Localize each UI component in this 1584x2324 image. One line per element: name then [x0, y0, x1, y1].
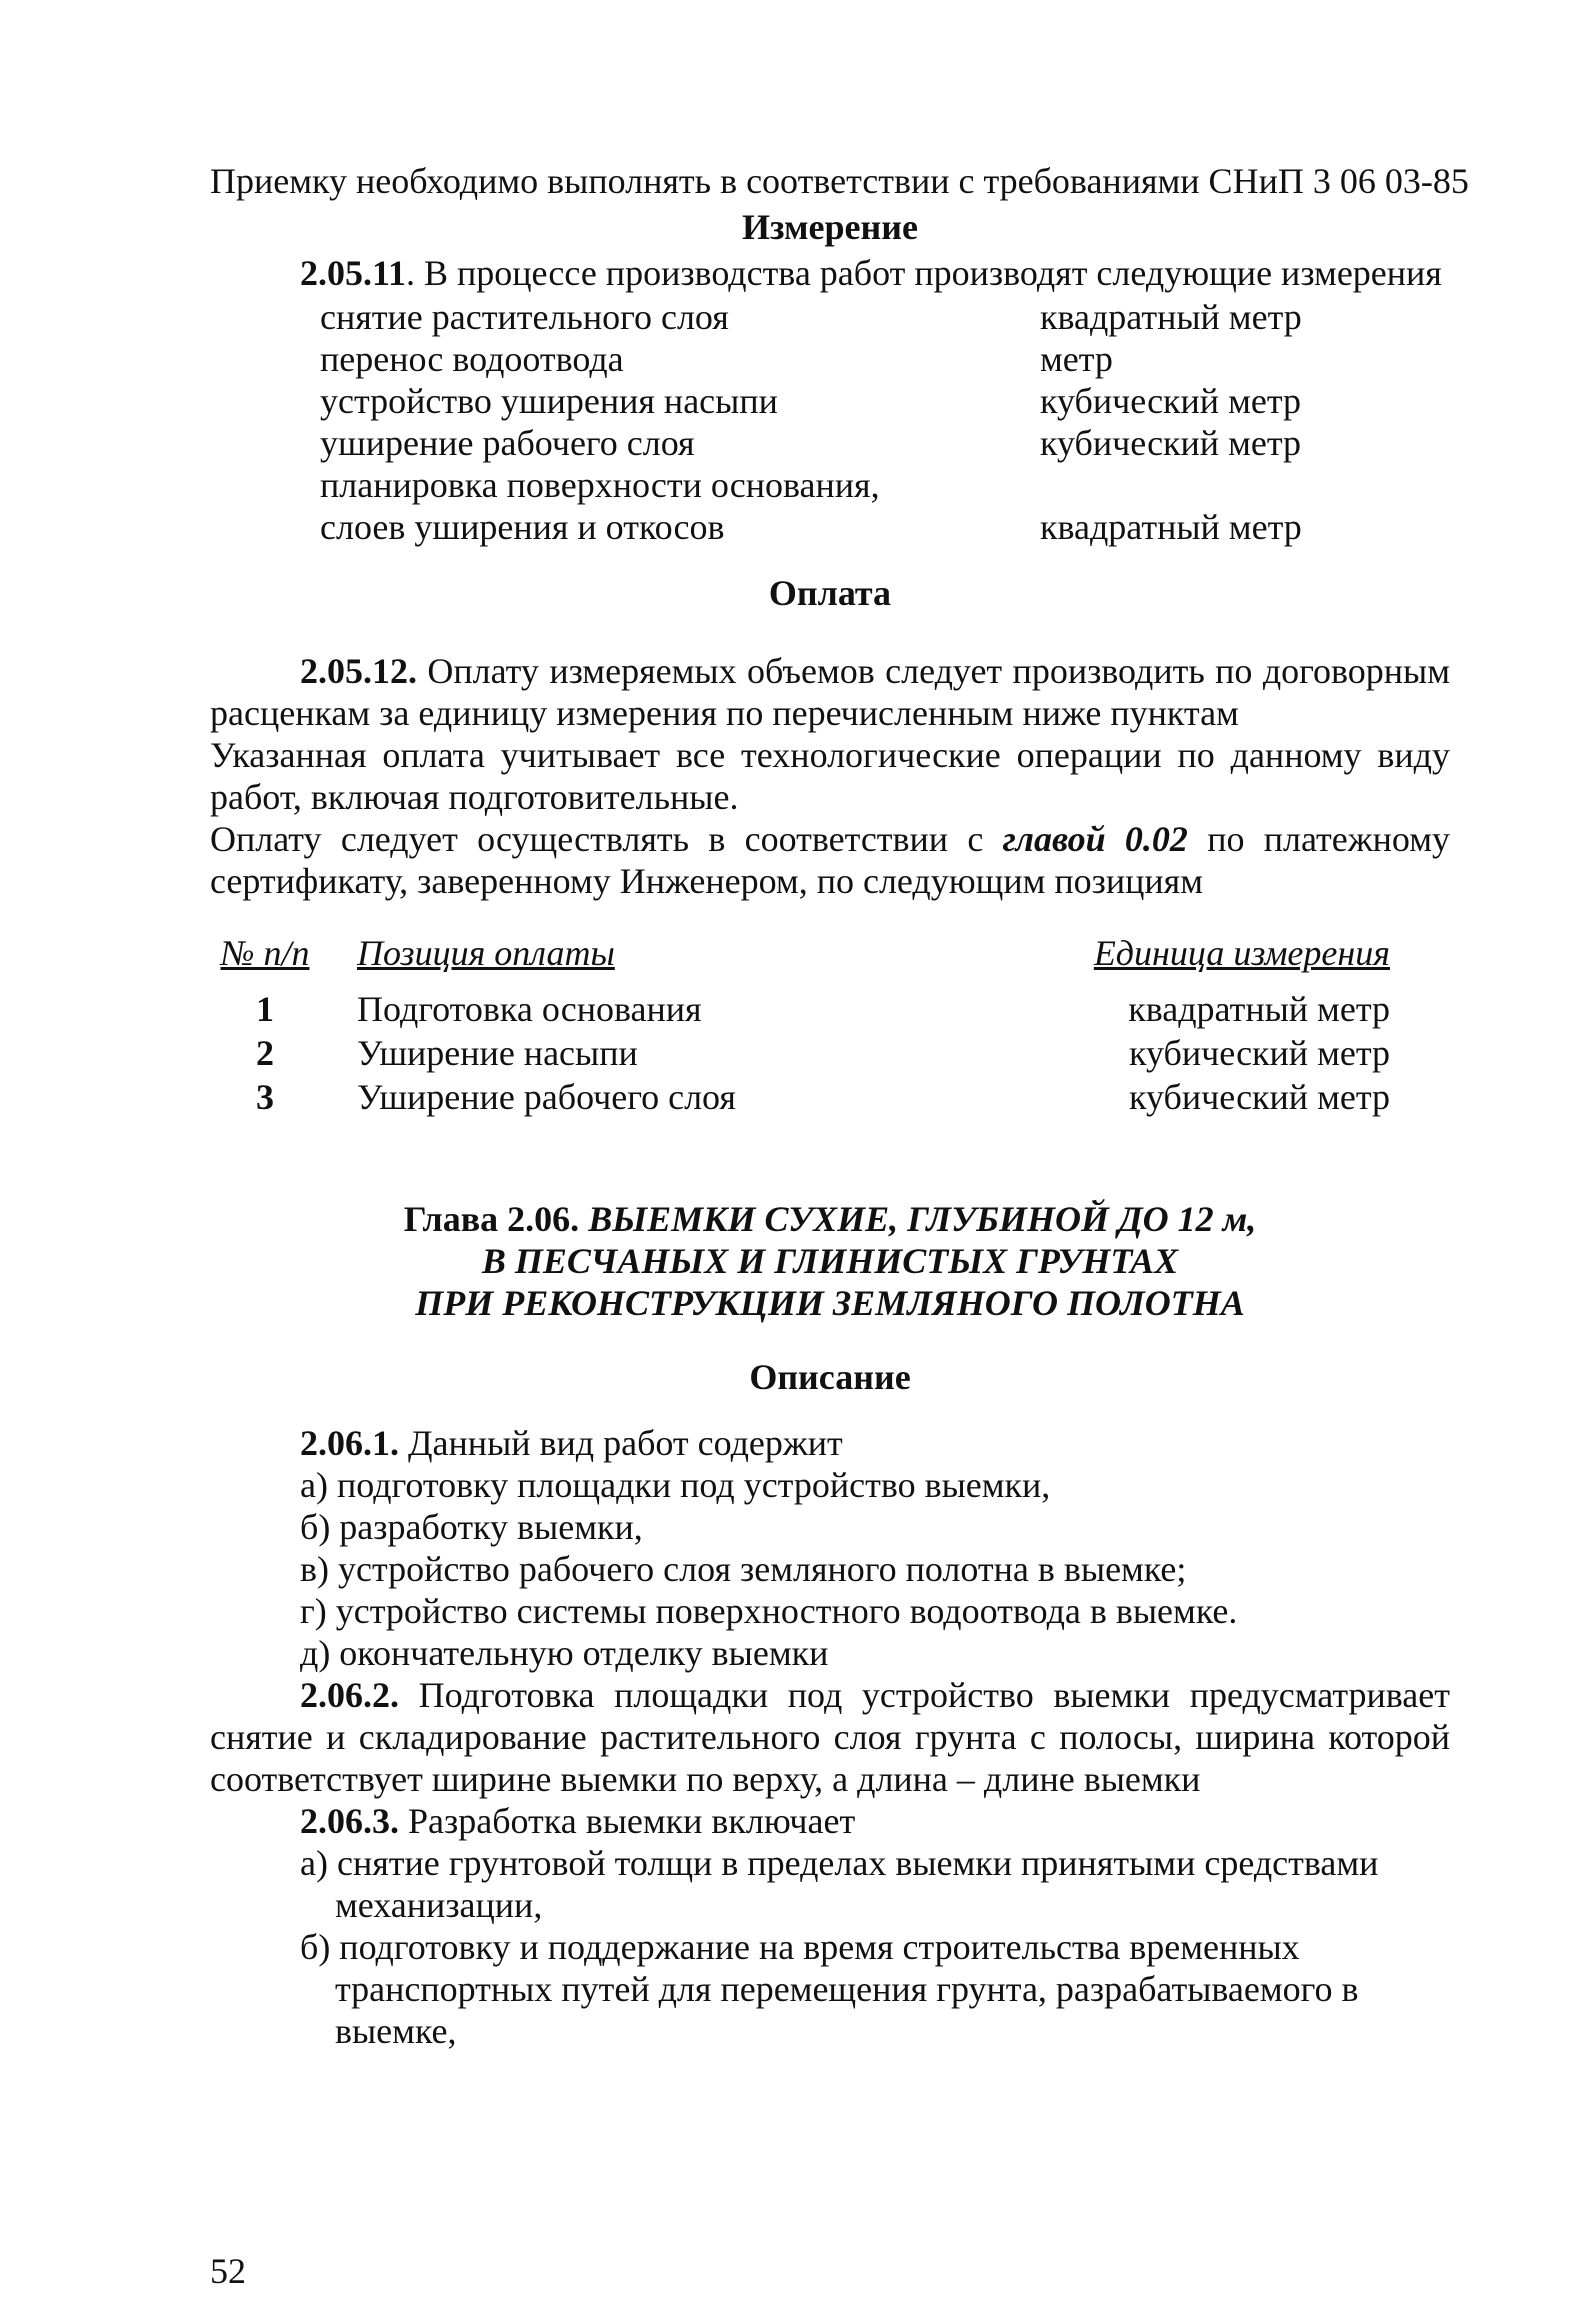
measure-unit: кубический метр [1040, 423, 1301, 463]
measure-row [320, 296, 1450, 338]
measure-heading: Измерение [742, 207, 918, 247]
clause-number: 2.06.3. [300, 1801, 399, 1841]
chapter-title [210, 1198, 1450, 1324]
list-item: а) снятие грунтовой толщи в пределах выемки принятыми средствами механизации, [300, 1843, 1379, 1925]
description-paragraph-1 [300, 1422, 1450, 1464]
list-item: д) окончательную отделку выемки [300, 1633, 829, 1673]
measure-unit: кубический метр [1040, 381, 1301, 421]
clause-text: . В процессе производства работ производят следующие измерения [406, 253, 1442, 293]
row-unit: кубический метр [1129, 1077, 1390, 1117]
measure-name: уширение рабочего слоя [320, 423, 695, 463]
clause-text: Разработка выемки включает [399, 1801, 856, 1841]
description-paragraph-2 [210, 1674, 1450, 1800]
page-number: 52 [210, 2251, 246, 2291]
column-header-position: Позиция оплаты [357, 933, 615, 973]
description-heading: Описание [749, 1357, 911, 1397]
clause-text: Данный вид работ содержит [399, 1423, 843, 1463]
chapter-prefix: Глава 2.06. [403, 1199, 589, 1239]
measure-row [320, 338, 1450, 380]
column-header-number: № п/п [220, 933, 310, 973]
text-part: Оплату следует осуществлять в соответствии с [210, 819, 1003, 859]
list-item: б) разработку выемки, [300, 1507, 643, 1547]
measure-name: устройство уширения насыпи [320, 381, 778, 421]
measure-name: слоев уширения и откосов [320, 507, 725, 547]
description-paragraph-3 [300, 1800, 1450, 1842]
payment-paragraph-2: Указанная оплата учитывает все технологические операции по данному виду работ, включая подготовительные. [210, 735, 1450, 817]
intro-text: Приемку необходимо выполнять в соответствии с требованиями СНиП 3 06 03-85 [210, 161, 1469, 201]
row-position: Уширение рабочего слоя [357, 1077, 736, 1117]
clause-text: Подготовка площадки под устройство выемки предусматривает снятие и складирование растительного слоя грунта с полосы, ширина которой соответствует ширине выемки по верху, а длина – длине выемки [210, 1675, 1450, 1799]
clause-number: 2.05.12. [300, 651, 417, 691]
measure-lead [300, 252, 1450, 294]
measure-name: снятие растительного слоя [320, 297, 729, 337]
row-number: 2 [256, 1033, 274, 1073]
payment-table-header [210, 932, 1450, 976]
measure-unit: квадратный метр [1040, 297, 1302, 337]
measure-row [320, 464, 1450, 506]
clause-number: 2.05.11 [300, 253, 407, 293]
table-row [210, 1032, 1450, 1076]
chapter-title-line-2: В ПЕСЧАНЫХ И ГЛИНИСТЫХ ГРУНТАХ [481, 1241, 1179, 1281]
text-part: по платежному сертификату, заверенному Инженером, по следующим позициям [210, 819, 1451, 901]
chapter-name-part: ВЫЕМКИ СУХИЕ, ГЛУБИНОЙ ДО 12 м, [588, 1199, 1257, 1239]
measure-unit: метр [1040, 339, 1113, 379]
list-item: б) подготовку и поддержание на время строительства временных транспортных путей для перемещения грунта, разрабатываемого в выемке, [300, 1927, 1359, 2051]
list-item: г) устройство системы поверхностного водоотвода в выемке. [300, 1591, 1238, 1631]
payment-paragraph-3 [210, 818, 1450, 902]
measure-unit: квадратный метр [1040, 507, 1302, 547]
clause-number: 2.06.2. [300, 1675, 399, 1715]
table-row [210, 988, 1450, 1032]
measure-row [320, 506, 1450, 548]
chapter-title-line-3: ПРИ РЕКОНСТРУКЦИИ ЗЕМЛЯНОГО ПОЛОТНА [415, 1283, 1245, 1323]
column-header-unit: Единица измерения [1093, 933, 1390, 973]
payment-paragraph-1 [210, 650, 1450, 734]
row-unit: кубический метр [1129, 1033, 1390, 1073]
measure-name: планировка поверхности основания, [320, 465, 880, 505]
chapter-title-line-1 [210, 1198, 1450, 1240]
row-number: 1 [256, 989, 274, 1029]
measure-row [320, 380, 1450, 422]
chapter-reference: главой 0.02 [1002, 819, 1188, 859]
clause-text: Оплату измеряемых объемов следует производить по договорным расценкам за единицу измерения по перечисленным ниже пунктам [210, 651, 1450, 733]
row-number: 3 [256, 1077, 274, 1117]
measure-row [320, 422, 1450, 464]
table-row [210, 1076, 1450, 1120]
clause-number: 2.06.1. [300, 1423, 399, 1463]
payment-heading: Оплата [768, 573, 892, 613]
list-item: в) устройство рабочего слоя земляного полотна в выемке; [300, 1549, 1187, 1589]
row-position: Уширение насыпи [357, 1033, 638, 1073]
measure-name: перенос водоотвода [320, 339, 624, 379]
list-item: а) подготовку площадки под устройство выемки, [300, 1465, 1051, 1505]
row-unit: квадратный метр [1128, 989, 1390, 1029]
row-position: Подготовка основания [357, 989, 702, 1029]
